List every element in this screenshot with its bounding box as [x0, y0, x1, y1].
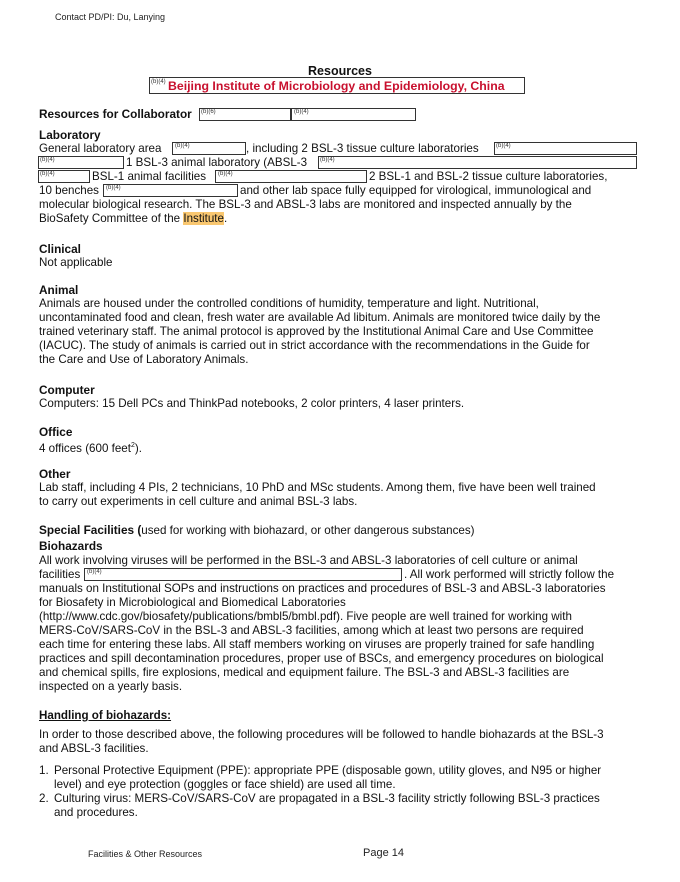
special-text-line: . All work performed will strictly follow the: [404, 568, 615, 581]
highlighted-word: Institute: [183, 212, 224, 225]
redaction-box: [494, 142, 637, 155]
laboratory-text-line: General laboratory area: [39, 142, 162, 155]
special-text-line: manuals on Institutional SOPs and instructions on practices and procedures of BSL-3 and ABSL-3 laboratories: [39, 582, 606, 595]
clinical-heading: Clinical: [39, 242, 81, 256]
redaction-box: [199, 108, 291, 121]
laboratory-text-line: BSL-1 animal facilities: [92, 170, 207, 183]
redaction-box: [318, 156, 637, 169]
redaction-box: [103, 184, 238, 197]
redaction-code: (b)(6): [201, 109, 216, 115]
special-text-line: practices and spill decontamination procedures, proper use of BSCs, and emergency procedures on biological: [39, 652, 604, 665]
animal-text-line: (IACUC). The study of animals is carried out in strict accordance with the recommendations in the Guide for: [39, 339, 590, 352]
special-text-line: each time for entering these labs. All staff members working on viruses are properly trained for safe handling: [39, 638, 595, 651]
special-text-line: and chemical spills, fire explosions, medical and equipment failure. The BSL-3 and ABSL-3 facilities are: [39, 666, 570, 679]
list-number: 2.: [39, 792, 49, 805]
office-text: [39, 439, 142, 456]
redaction-code: (b)(4): [87, 569, 102, 575]
laboratory-text-line: 2 BSL-1 and BSL-2 tissue culture laboratories,: [369, 170, 608, 183]
special-text-line: (http://www.cdc.gov/biosafety/publications/bmbl5/bmbl.pdf). Five people are well trained for working with: [39, 610, 572, 623]
redaction-box: [38, 170, 90, 183]
handling-heading: Handling of biohazards:: [39, 709, 172, 722]
institution-name: Beijing Institute of Microbiology and Epidemiology, China: [168, 79, 505, 93]
other-text-line: Lab staff, including 4 PIs, 2 technicians, 10 PhD and MSc students. Among them, five have been well trained: [39, 481, 596, 494]
laboratory-text-line: , including 2 BSL-3 tissue culture laboratories: [246, 142, 479, 155]
clinical-text: Not applicable: [39, 256, 113, 269]
special-text-line: for Biosafety in Microbiological and Biomedical Laboratories: [39, 596, 346, 609]
office-text-part: ).: [134, 441, 142, 455]
redaction-code: (b)(4): [40, 171, 55, 177]
other-heading: Other: [39, 467, 71, 481]
laboratory-text-line: [39, 212, 227, 226]
laboratory-text-line: molecular biological research. The BSL-3 and ABSL-3 labs are monitored and inspected annually by the: [39, 198, 572, 211]
special-heading-rest: used for working with biohazard, or other dangerous substances): [141, 524, 475, 537]
redaction-code: (b)(4): [40, 157, 55, 163]
list-item-line: Personal Protective Equipment (PPE): appropriate PPE (disposable gown, utility gloves, and N95 or higher: [54, 764, 602, 777]
contact-header: Contact PD/PI: Du, Lanying: [55, 12, 166, 22]
special-text-line: All work involving viruses will be performed in the BSL-3 and ABSL-3 laboratories of cell culture or animal: [39, 554, 578, 567]
special-text-line: inspected on a yearly basis.: [39, 680, 183, 693]
computer-heading: Computer: [39, 383, 95, 397]
footer-section-name: Facilities & Other Resources: [88, 849, 203, 859]
laboratory-text-line: 10 benches: [39, 184, 99, 197]
special-text-line: facilities: [39, 568, 81, 581]
redaction-code: (b)(4): [218, 171, 233, 177]
special-facilities-heading: [39, 523, 474, 538]
animal-text-line: uncontaminated food and clean, fresh water are available Ad libitum. Animals are monitored twice daily by the: [39, 311, 601, 324]
animal-text-line: trained veterinary staff. The animal protocol is approved by the Institutional Animal Care and Use Committee: [39, 325, 594, 338]
special-heading-bold: Special Facilities (: [39, 523, 142, 537]
special-text-line: MERS-CoV/SARS-CoV in the BSL-3 and ABSL-3 facilities, among which at least two persons are required: [39, 624, 584, 637]
redaction-box: [38, 156, 124, 169]
computer-text: Computers: 15 Dell PCs and ThinkPad notebooks, 2 color printers, 4 laser printers.: [39, 397, 465, 410]
handling-intro-line: and ABSL-3 facilities.: [39, 742, 149, 755]
animal-text-line: the Care and Use of Laboratory Animals.: [39, 353, 249, 366]
office-text-part: 4 offices (600 feet: [39, 441, 131, 455]
animal-text-line: Animals are housed under the controlled conditions of humidity, temperature and light. Nutritional,: [39, 297, 539, 310]
redaction-code: (b)(4): [151, 79, 166, 85]
laboratory-text-line: 1 BSL-3 animal laboratory (ABSL-3: [126, 156, 308, 169]
redaction-code: (b)(4): [496, 143, 511, 149]
laboratory-text-line: BioSafety Committee of the: [39, 212, 184, 225]
redaction-code: (b)(4): [320, 157, 335, 163]
animal-heading: Animal: [39, 283, 79, 297]
office-heading: Office: [39, 425, 73, 439]
redaction-code: (b)(4): [294, 109, 309, 115]
laboratory-heading: Laboratory: [39, 128, 101, 142]
handling-intro-line: In order to those described above, the following procedures will be followed to handle biohazards at the BSL-3: [39, 728, 604, 741]
laboratory-text-line: .: [223, 212, 228, 225]
biohazards-subheading: Biohazards: [39, 539, 103, 553]
redaction-code: (b)(4): [106, 185, 121, 191]
institution-box: [149, 77, 525, 94]
superscript: 2: [130, 442, 135, 449]
collaborator-heading: Resources for Collaborator: [39, 107, 192, 121]
redaction-box: [291, 108, 416, 121]
list-item-line: and procedures.: [54, 806, 138, 819]
list-number: 1.: [39, 764, 49, 777]
redaction-box: [84, 568, 402, 581]
laboratory-text-line: and other lab space fully equipped for virological, immunological and: [240, 184, 592, 197]
page-number: Page 14: [363, 847, 404, 859]
list-item-line: Culturing virus: MERS-CoV/SARS-CoV are propagated in a BSL-3 facility strictly following BSL-3 practices: [54, 792, 600, 805]
redaction-code: (b)(4): [175, 143, 190, 149]
redaction-box: [172, 142, 246, 155]
other-text-line: to carry out experiments in cell culture and animal BSL-3 labs.: [39, 495, 358, 508]
redaction-box: [215, 170, 367, 183]
list-item-line: level) and eye protection (goggles or face shield) are used all time.: [54, 778, 396, 791]
page-title: Resources: [308, 64, 372, 78]
